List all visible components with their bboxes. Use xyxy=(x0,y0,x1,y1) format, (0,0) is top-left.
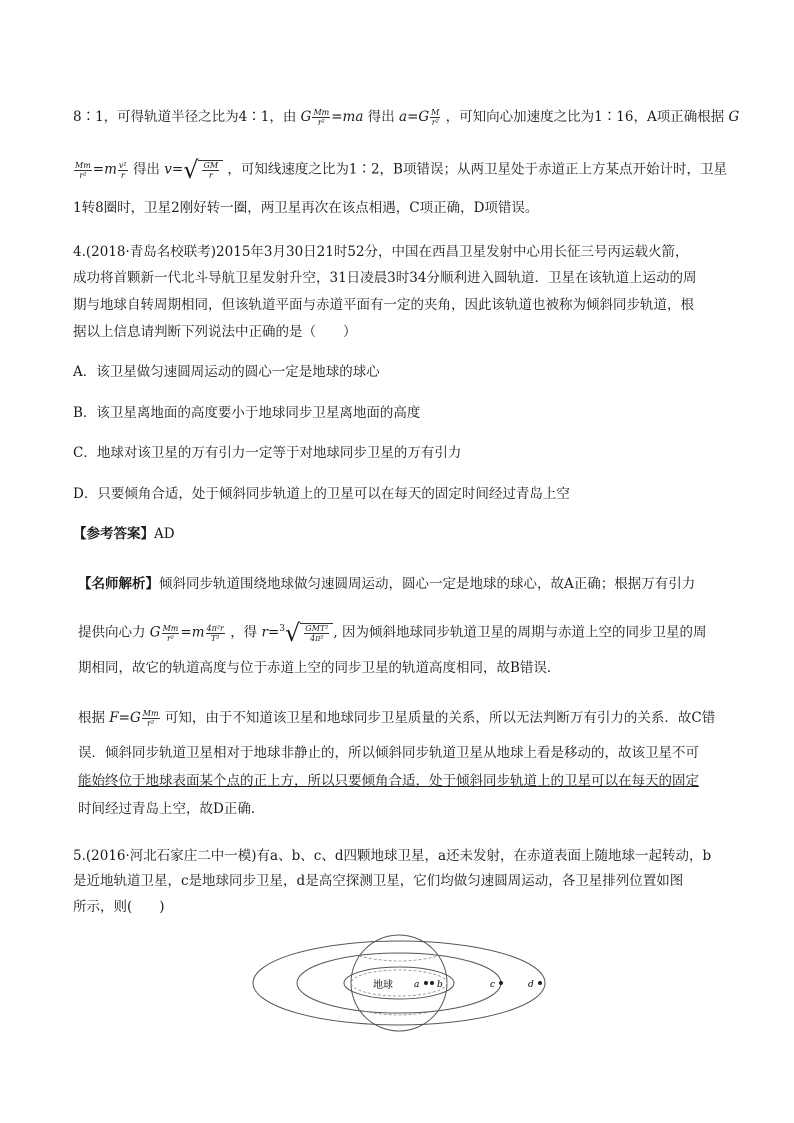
satellite-c xyxy=(499,981,503,985)
satellite-a xyxy=(424,981,428,985)
earth-label: 地球 xyxy=(373,980,393,991)
label-a: a xyxy=(414,980,420,990)
explanation-line-4: 根据 F=G $\frac{Mm}{\text{r²}}$ 可知，由于不知道该卫星和地球同步卫星质量的关系，所以无法判断万有引力的关系．故C错 xyxy=(78,709,716,728)
label-c: c xyxy=(490,980,496,990)
question-4-line-3: 期与地球自转周期相同，但该轨道平面与赤道平面有一定的夹角，因此该轨道也被称为倾斜同步轨道，根 xyxy=(73,297,694,313)
solution-line-2: $\frac{Mm}{\text{r²}}$ =m $\frac{\text{v²}}{r}$ 得出 v=√ $\frac{GM}{r}$ ，可知线速度之比为1∶2，B项错误；从两卫星处于赤道正上方某点开始计时，卫星 xyxy=(75,156,727,184)
text: 能始终位于地球表面某个点的正上方，所以只要倾角合适，处于倾斜同步轨道上的卫星可以在每天的固定 xyxy=(78,773,699,789)
text: ，可知线速度之比为1∶2，B项错误；从两卫星处于赤道正上方某点开始计时，卫星 xyxy=(227,161,727,178)
question-5-line-1: 5.(2016·河北石家庄二中一模)有a、b、c、d四颗地球卫星，a还未发射，在赤道表面上随地球一起转动，b xyxy=(73,848,712,864)
text: ，可知向心加速度之比为1∶16，A项正确根据 xyxy=(445,109,725,125)
solution-line-3: 1转8圈时，卫星2刚好转一圈，两卫星再次在该点相遇，C项正确，D项错误。 xyxy=(73,200,539,216)
text: 得出 xyxy=(132,161,160,178)
orbit-c xyxy=(297,953,501,1013)
explanation-line-3: 期相同，故它的轨道高度与位于赤道上空的同步卫星的轨道高度相同，故B错误． xyxy=(78,660,561,676)
text: 8∶1，可得轨道半径之比为4∶1，由 xyxy=(73,109,297,125)
text: 得出 xyxy=(367,109,395,125)
explanation-line-2: 提供向心力 G $\frac{Mm}{\text{r²}}$ =m $\frac{\text{4π²r}}{\text{T²}}$ ，得 r=$^3$√ $\frac{\text{GMT²}}{\text{4π²}}$ , 因为倾斜地球同步轨道卫星的周期与赤道上空的同步卫星的周 xyxy=(78,619,707,647)
text: ，得 xyxy=(230,624,258,641)
explanation-line-7: 时间经过青岛上空，故D正确． xyxy=(78,801,265,817)
text: 倾斜同步轨道围绕地球做匀速圆周运动，圆心一定是地球的球心，故A正确；根据万有引力 xyxy=(159,576,696,592)
satellite-b xyxy=(430,981,434,985)
label-d: d xyxy=(528,980,534,990)
label-b: b xyxy=(437,980,443,990)
question-5-line-2: 是近地轨道卫星，c是地球同步卫星，d是高空探测卫星，它们均做匀速圆周运动，各卫星排列位置如图 xyxy=(73,873,684,889)
satellite-d xyxy=(538,981,542,985)
answer-label: 【参考答案】 xyxy=(73,526,154,542)
text: 因为倾斜地球同步轨道卫星的周期与赤道上空的同步卫星的周 xyxy=(342,624,707,641)
text: 可知，由于不知道该卫星和地球同步卫星质量的关系，所以无法判断万有引力的关系．故C错 xyxy=(164,710,716,726)
question-4-line-4: 据以上信息请判断下列说法中正确的是（ ） xyxy=(73,324,357,340)
explanation-label: 【名师解析】 xyxy=(78,576,159,592)
text: 根据 xyxy=(78,710,105,726)
question-4-line-1: 4.(2018·青岛名校联考)2015年3月30日21时52分，中国在西昌卫星发射中心用长征三号丙运载火箭， xyxy=(73,244,689,260)
option-c: C．地球对该卫星的万有引力一定等于对地球同步卫星的万有引力 xyxy=(73,445,462,461)
question-4-line-2: 成功将首颗新一代北斗导航卫星发射升空，31日凌晨3时34分顺利进入圆轨道．卫星在该轨道上运动的周 xyxy=(73,270,697,286)
option-b: B．该卫星离地面的高度要小于地球同步卫星离地面的高度 xyxy=(73,405,421,421)
option-a: A．该卫星做匀速圆周运动的圆心一定是地球的球心 xyxy=(73,364,380,380)
question-5-line-3: 所示，则( ) xyxy=(73,899,165,915)
answer-value: AD xyxy=(154,526,175,542)
latitude-upper xyxy=(359,956,439,961)
explanation-line-5: 误．倾斜同步轨道卫星相对于地球非静止的，所以倾斜同步轨道卫星从地球上看是移动的，故该卫星不可 xyxy=(78,745,699,761)
option-d: D．只要倾角合适，处于倾斜同步轨道上的卫星可以在每天的固定时间经过青岛上空 xyxy=(73,486,570,502)
solution-line-1: 8∶1，可得轨道半径之比为4∶1，由 G $\frac{Mm}{\text{r²}}$ =ma 得出 a=G $\frac{M}{\text{r²}}$ ，可知向心加速度之比为1∶16，A项正确根据 G xyxy=(73,108,740,127)
text: 提供向心力 xyxy=(78,624,146,641)
